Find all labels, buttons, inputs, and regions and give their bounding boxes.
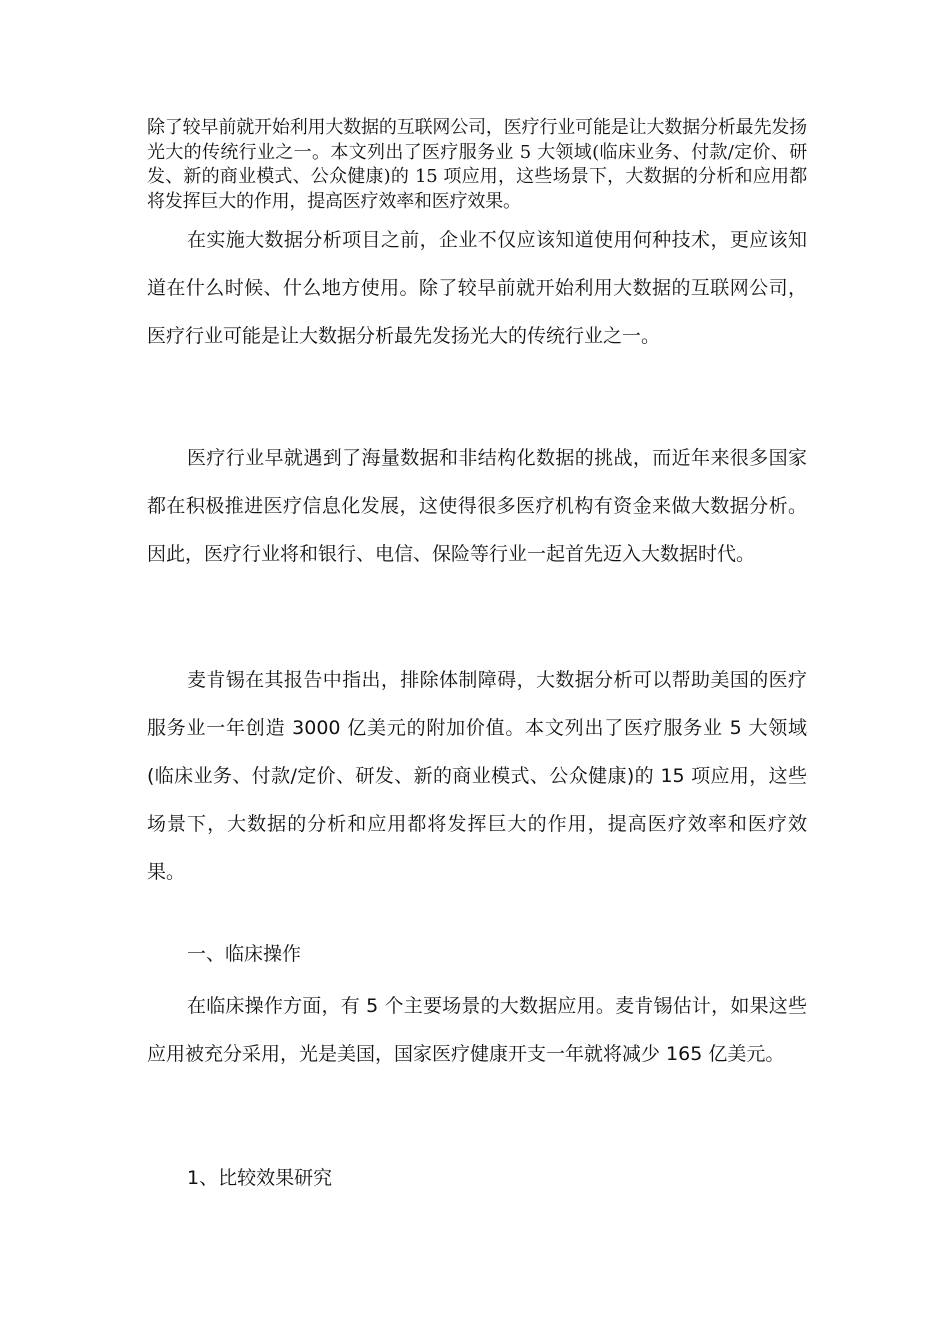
body-paragraph-1: 在实施大数据分析项目之前，企业不仅应该知道使用何种技术，更应该知道在什么时候、什么地方使用。除了较早前就开始利用大数据的互联网公司，医疗行业可能是让大数据分析最先发扬光大的传统行业之一。 [147,229,807,347]
section-heading: 一、临床操作 [187,943,302,965]
section-paragraph: 在临床操作方面，有 5 个主要场景的大数据应用。麦肯锡估计，如果这些应用被充分采用，光是美国，国家医疗健康开支一年就将减少 165 亿美元。 [147,995,807,1065]
intro-paragraph: 除了较早前就开始利用大数据的互联网公司，医疗行业可能是让大数据分析最先发扬光大的传统行业之一。本文列出了医疗服务业 5 大领域(临床业务、付款/定价、研发、新的商业模式、公众健康)的 15 项应用，这些场景下，大数据的分析和应用都将发挥巨大的作用，提高医疗效率和医疗效果。 [147,117,807,212]
body-paragraph-2: 医疗行业早就遇到了海量数据和非结构化数据的挑战，而近年来很多国家都在积极推进医疗信息化发展，这使得很多医疗机构有资金来做大数据分析。因此，医疗行业将和银行、电信、保险等行业一起首先迈入大数据时代。 [147,447,807,565]
subsection-heading: 1、比较效果研究 [187,1167,333,1189]
body-paragraph-3: 麦肯锡在其报告中指出，排除体制障碍，大数据分析可以帮助美国的医疗服务业一年创造 3000 亿美元的附加价值。本文列出了医疗服务业 5 大领域(临床业务、付款/定价、研发、新的商业模式、公众健康)的 15 项应用，这些场景下，大数据的分析和应用都将发挥巨大的作用，提高医疗效率和医疗效果。 [147,669,807,883]
